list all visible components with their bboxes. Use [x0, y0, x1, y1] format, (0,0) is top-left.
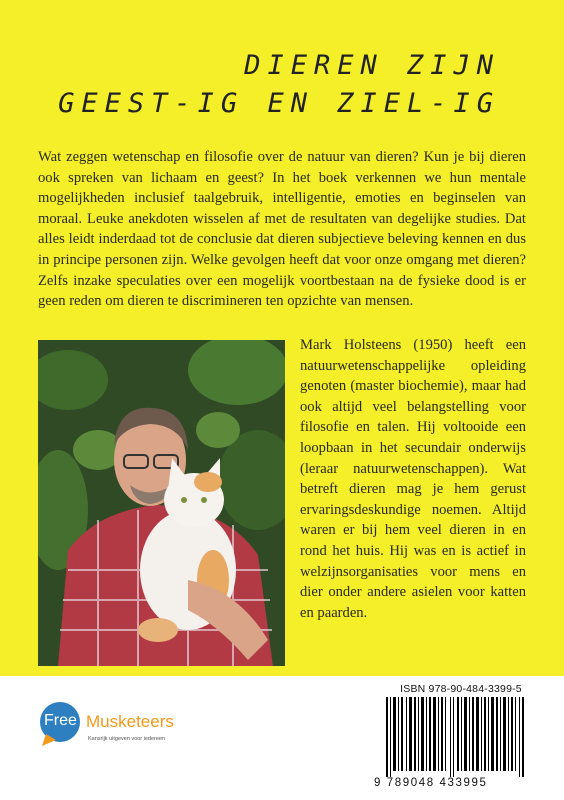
book-blurb: Wat zeggen wetenschap en filosofie over de natuur van dieren? Kun je bij dieren ook spreken van lichaam en geest? In het boek verkennen we hun mentale mogelijkheden inclusief taalgebruik, intelligentie, emoties en beginselen van moraal. Leuke anekdoten wisselen af met de resultaten van degelijke studies. Dat alles leidt inderdaad tot de conclusie dat dieren subjectieve beleving kennen en dus in principe personen zijn. Welke gevolgen heeft dat voor onze omgang met dieren? Zelfs inzake speculaties over een mogelijk voortbestaan na de fysieke dood is er geen reden om dieren te discrimineren ten opzichte van mensen.: [38, 149, 526, 310]
isbn-label: ISBN 978-90-484-3399-5: [400, 683, 522, 695]
publisher-logo: [38, 700, 198, 770]
publisher-name-free: Free: [44, 712, 77, 729]
title-line-2: GEEST-IG EN ZIEL-IG: [58, 88, 500, 119]
title-line-1: DIEREN ZIJN: [244, 50, 500, 81]
barcode-digits: 9 789048 433995: [374, 777, 488, 789]
author-photo: [38, 340, 285, 666]
publisher-name-musketeers: Musketeers: [86, 712, 174, 731]
author-bio: Mark Holsteens (1950) heeft een natuurwetenschappelijke opleiding genoten (master biochemie), maar had ook altijd veel belangstelling voor filosofie en talen. Hij voltooide een loopbaan in het secundair onderwijs (leraar natuurwetenschappen). Wat betreft dieren mag je hem gerust ervaringsdeskundige noemen. Altijd waren er bij hem veel dieren in en rond het huis. Hij was en is actief in welzijnsorganisaties voor mens en dier onder andere asielen voor katten en paarden.: [300, 337, 526, 621]
barcode-bars: [376, 697, 536, 777]
publisher-tagline: Kansrijk uitgeven voor iedereen: [88, 736, 166, 742]
